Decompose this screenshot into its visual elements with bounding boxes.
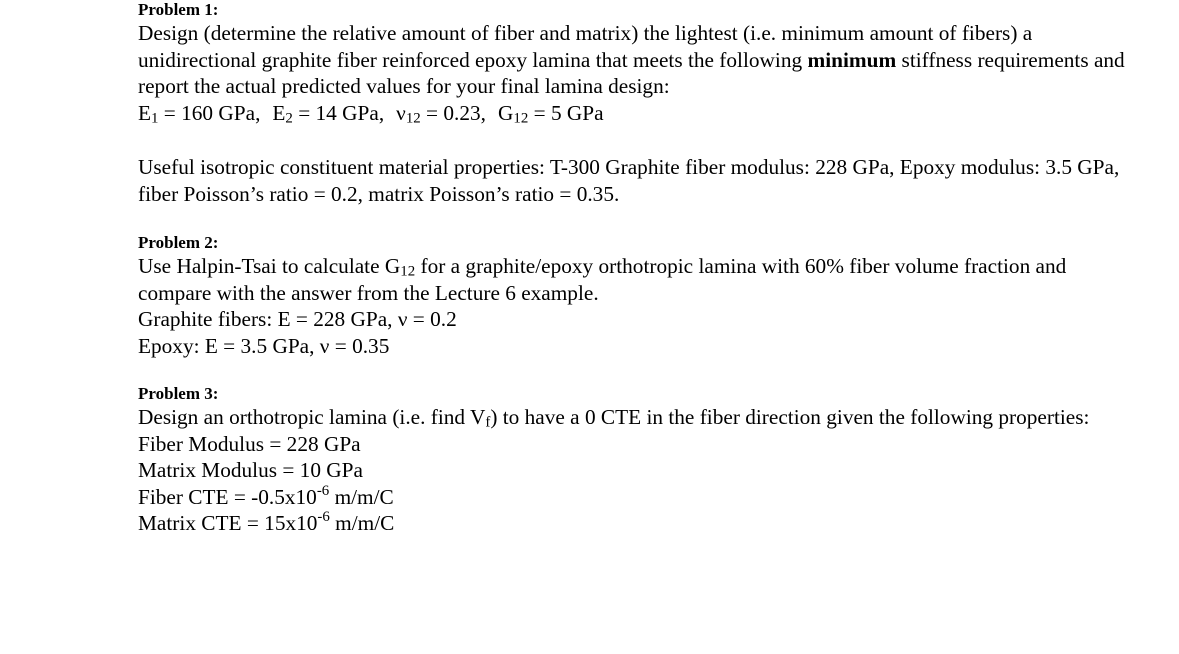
problem-3-title: Problem 3: <box>138 384 219 403</box>
matrix-cte-text: Matrix CTE = 15x10 <box>138 511 318 535</box>
fiber-cte-exponent: -6 <box>316 482 330 499</box>
e1-symbol: E <box>138 100 152 125</box>
fiber-cte-unit: m/m/C <box>329 484 394 509</box>
nu12-value: = 0.23, <box>420 100 486 125</box>
problem-2-statement <box>138 253 1138 306</box>
problem-1-useful-properties: Useful isotropic constituent material properties: T-300 Graphite fiber modulus: 228 GPa, Epoxy modulus: 3.5 GPa, fiber Poisson’s ratio = 0.2, matrix Poisson’s ratio = 0.35. <box>138 155 1120 206</box>
problem-3-fiber-modulus: Fiber Modulus = 228 GPa <box>138 431 361 456</box>
g12-value: = 5 GPa <box>528 100 604 125</box>
e1-subscript: 1 <box>151 110 159 127</box>
document-page <box>138 0 1138 537</box>
e2-symbol: E <box>272 100 286 125</box>
problem-2-text-b: for a graphite/epoxy orthotropic lamina with 60% fiber volume fraction and compare with the answer from the Lecture 6 example. <box>138 254 1067 305</box>
problem-3-subscript: f <box>485 414 491 431</box>
nu12-subscript: 12 <box>405 110 421 127</box>
problem-1-text-bold: minimum <box>807 47 897 72</box>
g12-symbol: G <box>497 100 514 125</box>
g12-subscript: 12 <box>513 110 529 127</box>
fiber-cte-text: Fiber CTE = -0.5x10 <box>138 484 317 509</box>
e2-value: = 14 GPa, <box>292 100 385 125</box>
e1-value: = 160 GPa, <box>158 100 261 125</box>
problem-1-title: Problem 1: <box>138 0 219 19</box>
problem-3-text-b: ) to have a 0 CTE in the fiber direction given the following properties: <box>490 405 1090 429</box>
matrix-cte-unit: m/m/C <box>329 511 395 535</box>
problem-3-statement <box>138 404 1138 431</box>
problem-2-subscript: 12 <box>400 263 416 280</box>
nu12-symbol: ν <box>396 100 406 125</box>
problem-1-statement <box>138 20 1138 100</box>
problem-2-title: Problem 2: <box>138 233 219 252</box>
problem-3-matrix-cte <box>138 510 1138 537</box>
problem-1-requirements <box>138 100 1138 127</box>
matrix-cte-exponent: -6 <box>317 509 330 526</box>
problem-2-fibers: Graphite fibers: E = 228 GPa, ν = 0.2 <box>138 307 457 331</box>
problem-1-text-a: Design (determine the relative amount of fiber and matrix) the lightest (i.e. minimum amount of fibers) a unidirectional graphite fiber reinforced epoxy lamina that meets the following <box>138 21 1033 72</box>
problem-2-epoxy: Epoxy: E = 3.5 GPa, ν = 0.35 <box>138 333 390 358</box>
problem-2-text-a: Use Halpin-Tsai to calculate G <box>138 254 401 278</box>
problem-3-matrix-modulus: Matrix Modulus = 10 GPa <box>138 458 363 482</box>
problem-1-text-b: stiffness requirements and report the actual predicted values for your final lamina design: <box>138 47 1125 98</box>
problem-3-fiber-cte <box>138 484 1138 511</box>
problem-3-text-a: Design an orthotropic lamina (i.e. find V <box>138 405 486 429</box>
e2-subscript: 2 <box>285 110 293 127</box>
